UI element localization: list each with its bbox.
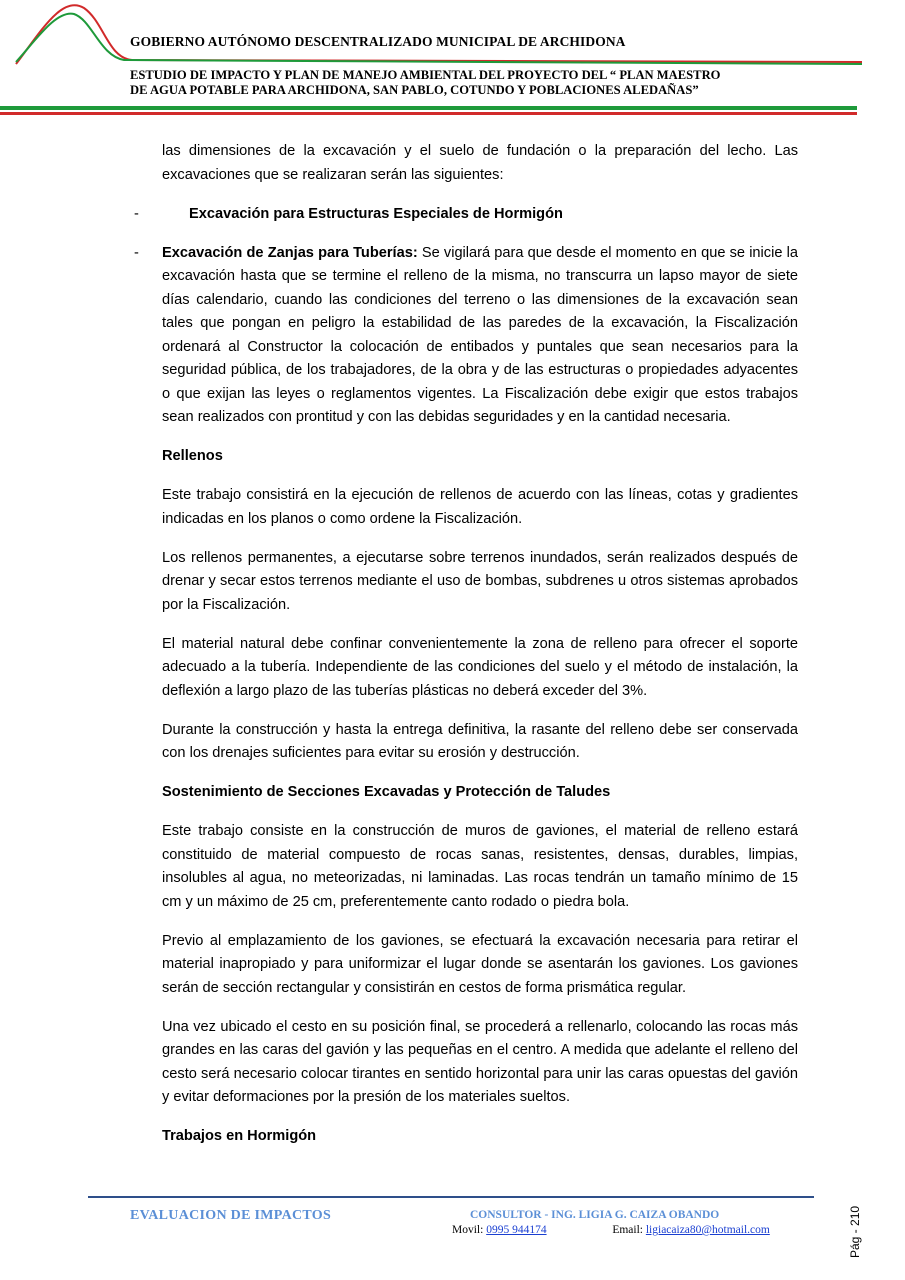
paragraph: Una vez ubicado el cesto en su posición final, se procederá a rellenarlo, colocando las rocas más grandes en las caras del gavión y las pequeñas en el centro. A medida que adelante el relleno del cesto será necesario colocar tirantes en sentido horizontal para unir las caras opuestas del gavión y evitar deformaciones por la presión de los materiales sueltos.	[162, 1018, 798, 1105]
paragraph: Los rellenos permanentes, a ejecutarse sobre terrenos inundados, serán realizados después de drenar y secar estos terrenos mediante el uso de bombas, subdrenes u otros sistemas aprobados por la Fiscalización.	[162, 549, 798, 613]
section-heading-rellenos: Rellenos	[162, 448, 223, 464]
header-subtitle-line1: ESTUDIO DE IMPACTO Y PLAN DE MANEJO AMBIENTAL DEL PROYECTO DEL “ PLAN MAESTRO	[130, 68, 721, 82]
email-label: Email:	[612, 1224, 646, 1236]
bullet-heading: Excavación para Estructuras Especiales de Hormigón	[189, 205, 563, 222]
bullet-text: Se vigilará para que desde el momento en que se inicie la excavación hasta que se termine el relleno de la misma, no transcurra un lapso mayor de siete días calendario, cuando las condiciones del terreno o las dimensiones de la excavación sean tales que pongan en peligro la estabilidad de las paredes de la excavación, la Fiscalización ordenará al Constructor la colocación de entibados y puntales que sean necesarios para la seguridad pública, de los trabajadores, de la obra y de las estructuras o propiedades adyacentes o que exijan las leyes o reglamentos vigentes. La Fiscalización debe exigir que estos trabajos sean realizados con prontitud y con las debidas seguridades y en la cantidad necesaria.	[162, 244, 798, 425]
header-subtitle-line2: DE AGUA POTABLE PARA ARCHIDONA, SAN PABLO, COTUNDO Y POBLACIONES ALEDAÑAS”	[130, 83, 699, 97]
email-link[interactable]: ligiacaiza80@hotmail.com	[645, 1224, 770, 1236]
page-number	[848, 1200, 888, 1260]
bullet-item	[134, 203, 798, 227]
section-heading-hormigon: Trabajos en Hormigón	[162, 1128, 317, 1144]
bullet-dash: -	[134, 244, 139, 261]
document-body	[134, 140, 798, 1164]
paragraph: El material natural debe confinar convenientemente la zona de relleno para ofrecer el soporte adecuado a la tubería. Independiente de las condiciones del suelo y el método de instalación, la deflexión a largo plazo de las tuberías plásticas no deberá exceder del 3%.	[162, 635, 798, 699]
header-subtitle	[130, 68, 830, 98]
footer-consultor: CONSULTOR - ING. LIGIA G. CAIZA OBANDO	[470, 1209, 720, 1221]
page-number-text: Pág - 210	[848, 1205, 862, 1258]
bullet-item	[134, 242, 798, 430]
bullet-dash: -	[134, 205, 139, 222]
paragraph: las dimensiones de la excavación y el suelo de fundación o la preparación del lecho. Las excavaciones que se realizaran serán las siguientes:	[162, 143, 798, 183]
footer-rule	[88, 1196, 814, 1198]
bullet-heading: Excavación de Zanjas para Tuberías:	[162, 244, 418, 261]
header-red-rule	[0, 112, 857, 115]
movil-label: Movil:	[452, 1224, 487, 1236]
paragraph: Este trabajo consistirá en la ejecución de rellenos de acuerdo con las líneas, cotas y gradientes indicadas en los planos o como ordene la Fiscalización.	[162, 487, 798, 527]
footer-section-title: EVALUACION DE IMPACTOS	[130, 1208, 332, 1223]
paragraph: Durante la construcción y hasta la entrega definitiva, la rasante del relleno debe ser conservada con los drenajes suficientes para evitar su erosión y destrucción.	[162, 721, 798, 761]
section-heading-sostenimiento: Sostenimiento de Secciones Excavadas y Protección de Taludes	[162, 784, 611, 800]
footer-contact	[452, 1224, 770, 1236]
phone-link[interactable]: 0995 944174	[486, 1224, 547, 1236]
paragraph: Este trabajo consiste en la construcción de muros de gaviones, el material de relleno estará constituido de material compuesto de rocas sanas, resistentes, densas, durables, limpias, insolubles al agua, no meteorizadas, ni laminadas. Las rocas tendrán un tamaño mínimo de 15 cm y un máximo de 25 cm, preferentemente canto rodado o piedra bola.	[162, 823, 798, 910]
header-title: GOBIERNO AUTÓNOMO DESCENTRALIZADO MUNICIPAL DE ARCHIDONA	[130, 34, 626, 49]
paragraph: Previo al emplazamiento de los gaviones, se efectuará la excavación necesaria para retirar el material inapropiado y para uniformizar el lugar donde se asentarán los gaviones. Los gaviones serán de sección rectangular y consistirán en cestos de forma prismática regular.	[162, 932, 798, 996]
header-green-rule	[0, 106, 857, 110]
